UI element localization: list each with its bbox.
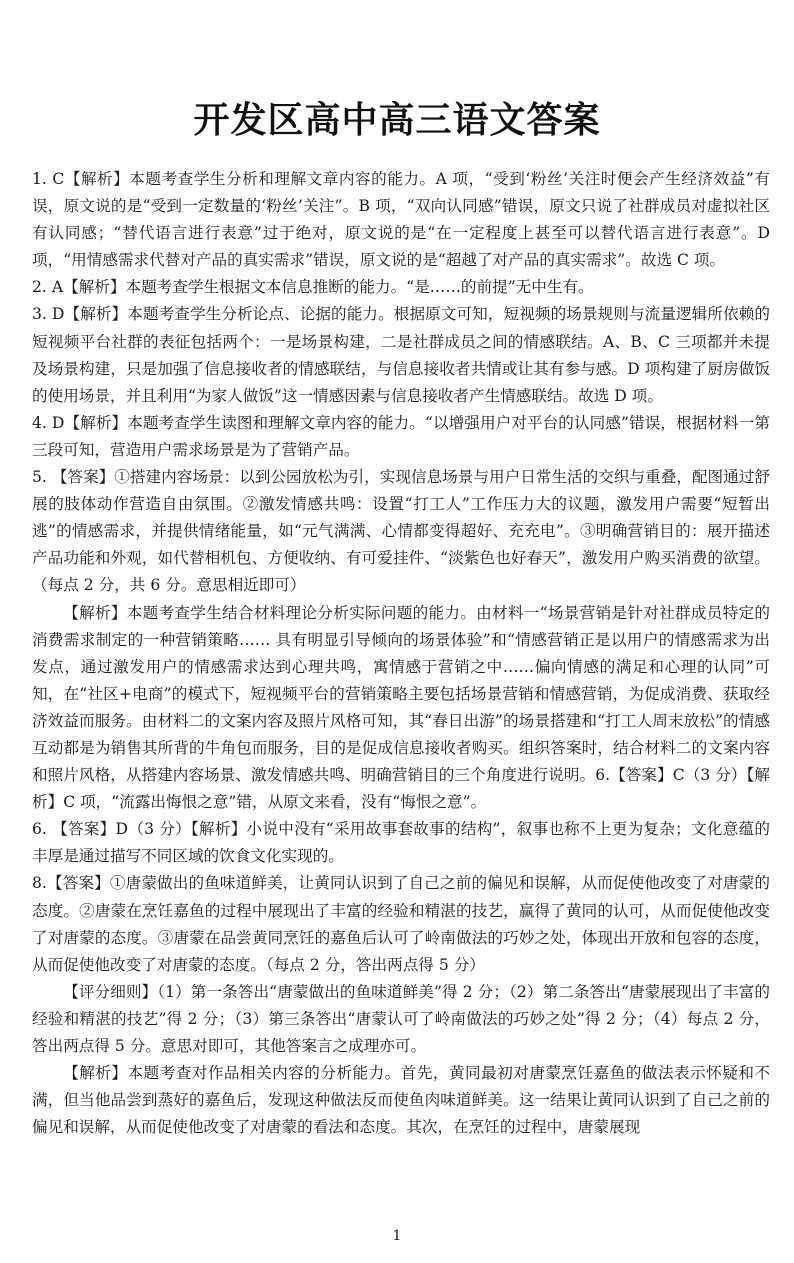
answer-paragraph-2: 2. A【解析】本题考查学生根据文本信息推断的能力。“是……的前提”无中生有。: [32, 278, 594, 297]
page-title: 开发区高中高三语文答案: [193, 100, 601, 141]
analysis-paragraph-8: 【解析】本题考查对作品相关内容的分析能力。首先，黄同最初对唐蒙烹饪嘉鱼的做法表示怀疑和不满，但当他品尝到蒸好的嘉鱼后，发现这种做法反而使鱼肉味道鲜美。这一结果让黄同认识到了自己之前的偏见和误解，从而促使他改变了对唐蒙的看法和态度。其次，在烹饪的过程中，唐蒙展现: [32, 1064, 770, 1137]
answer-paragraph-3: 3. D【解析】本题考查学生分析论点、论据的能力。根据原文可知，短视频的场景规则与流量逻辑所依赖的短视频平台社群的表征包括两个：一是场景构建，二是社群成员之间的情感联结。A、B、C 三项都并未提及场景构建，只是加强了信息接收者的情感联结，与信息接收者共情或让其有参与感。D 项构建了厨房做饭的使用场景，并且利用“为家人做饭”这一情感因素与信息接收者产生情感联结。故选 D 项。: [32, 305, 770, 405]
answer-paragraph-6: 6. 【答案】D（3 分）【解析】小说中没有“采用故事套故事的结构”，叙事也称不上更为复杂；文化意蕴的丰厚是通过描写不同区域的饮食文化实现的。: [32, 820, 770, 866]
analysis-paragraph-5: 【解析】本题考查学生结合材料理论分析实际问题的能力。由材料一“场景营销是针对社群成员特定的消费需求制定的一种营销策略…… 具有明显引导倾向的场景体验”和“情感营销正是以用户的情感需求为出发点，通过激发用户的情感需求达到心理共鸣，寓情感于营销之中……偏向情感的满足和心理的认同”可知，在“社区+电商”的模式下，短视频平台的营销策略主要包括场景营销和情感营销，为促成消费、获取经济效益而服务。由材料二的文案内容及照片风格可知，其“春日出游”的场景搭建和“打工人周末放松”的情感互动都是为销售其所背的牛角包而服务，目的是促成信息接收者购买。组织答案时，结合材料二的文案内容和照片风格，从搭建内容场景、激发情感共鸣、明确营销目的三个角度进行说明。6.【答案】C（3 分）【解析】C 项，“流露出悔恨之意”错，从原文来看，没有“悔恨之意”。: [32, 603, 770, 812]
answer-paragraph-4: 4. D【解析】本题考查学生读图和理解文章内容的能力。“以增强用户对平台的认同感”错误，根据材料一第三段可知，营造用户需求场景是为了营销产品。: [32, 413, 770, 459]
answer-paragraph-1: 1. C【解析】本题考查学生分析和理解文章内容的能力。A 项，“受到‘粉丝’关注时便会产生经济效益”有误，原文说的是“受到一定数量的‘粉丝’关注”。B 项，“双向认同感”错误，原文只说了社群成员对虚拟社区有认同感；“替代语言进行表意”过于绝对，原文说的是“在一定程度上甚至可以替代语言进行表意”。D 项，“用情感需求代替对产品的真实需求”错误，原文说的是“超越了对产品的真实需求”。故选 C 项。: [32, 170, 770, 270]
scoring-details-paragraph: 【评分细则】（1）第一条答出“唐蒙做出的鱼味道鲜美”得 2 分；（2）第二条答出“唐蒙展现出了丰富的经验和精湛的技艺”得 2 分；（3）第三条答出“唐蒙认可了岭南做法的巧妙之处”得 2 分；（4）每点 2 分，答出两点得 5 分。意思对即可，其他答案言之成理亦可。: [32, 982, 770, 1055]
page-number: 1: [392, 1228, 402, 1244]
answer-content: [32, 166, 770, 1141]
answer-paragraph-5: 5. 【答案】①搭建内容场景：以到公园放松为引，实现信息场景与用户日常生活的交织与重叠，配图通过舒展的肢体动作营造自由氛围。②激发情感共鸣：设置“打工人”工作压力大的议题，激发用户需要“短暂出逃”的情感需求，并提供情绪能量，如“元气满满、心情都变得超好、充充电”。③明确营销目的：展开描述产品功能和外观，如代替相机包、方便收纳、有可爱挂件、“淡紫色也好春天”，激发用户购买消费的欲望。（每点 2 分，共 6 分。意思相近即可）: [32, 468, 770, 595]
answer-paragraph-8: 8.【答案】①唐蒙做出的鱼味道鲜美，让黄同认识到了自己之前的偏见和误解，从而促使他改变了对唐蒙的态度。②唐蒙在烹饪嘉鱼的过程中展现出了丰富的经验和精湛的技艺，赢得了黄同的认可，从而促使他改变了对唐蒙的态度。③唐蒙在品尝黄同烹饪的嘉鱼后认可了岭南做法的巧妙之处，体现出开放和包容的态度，从而促使他改变了对唐蒙的态度。（每点 2 分，答出两点得 5 分）: [32, 874, 770, 974]
